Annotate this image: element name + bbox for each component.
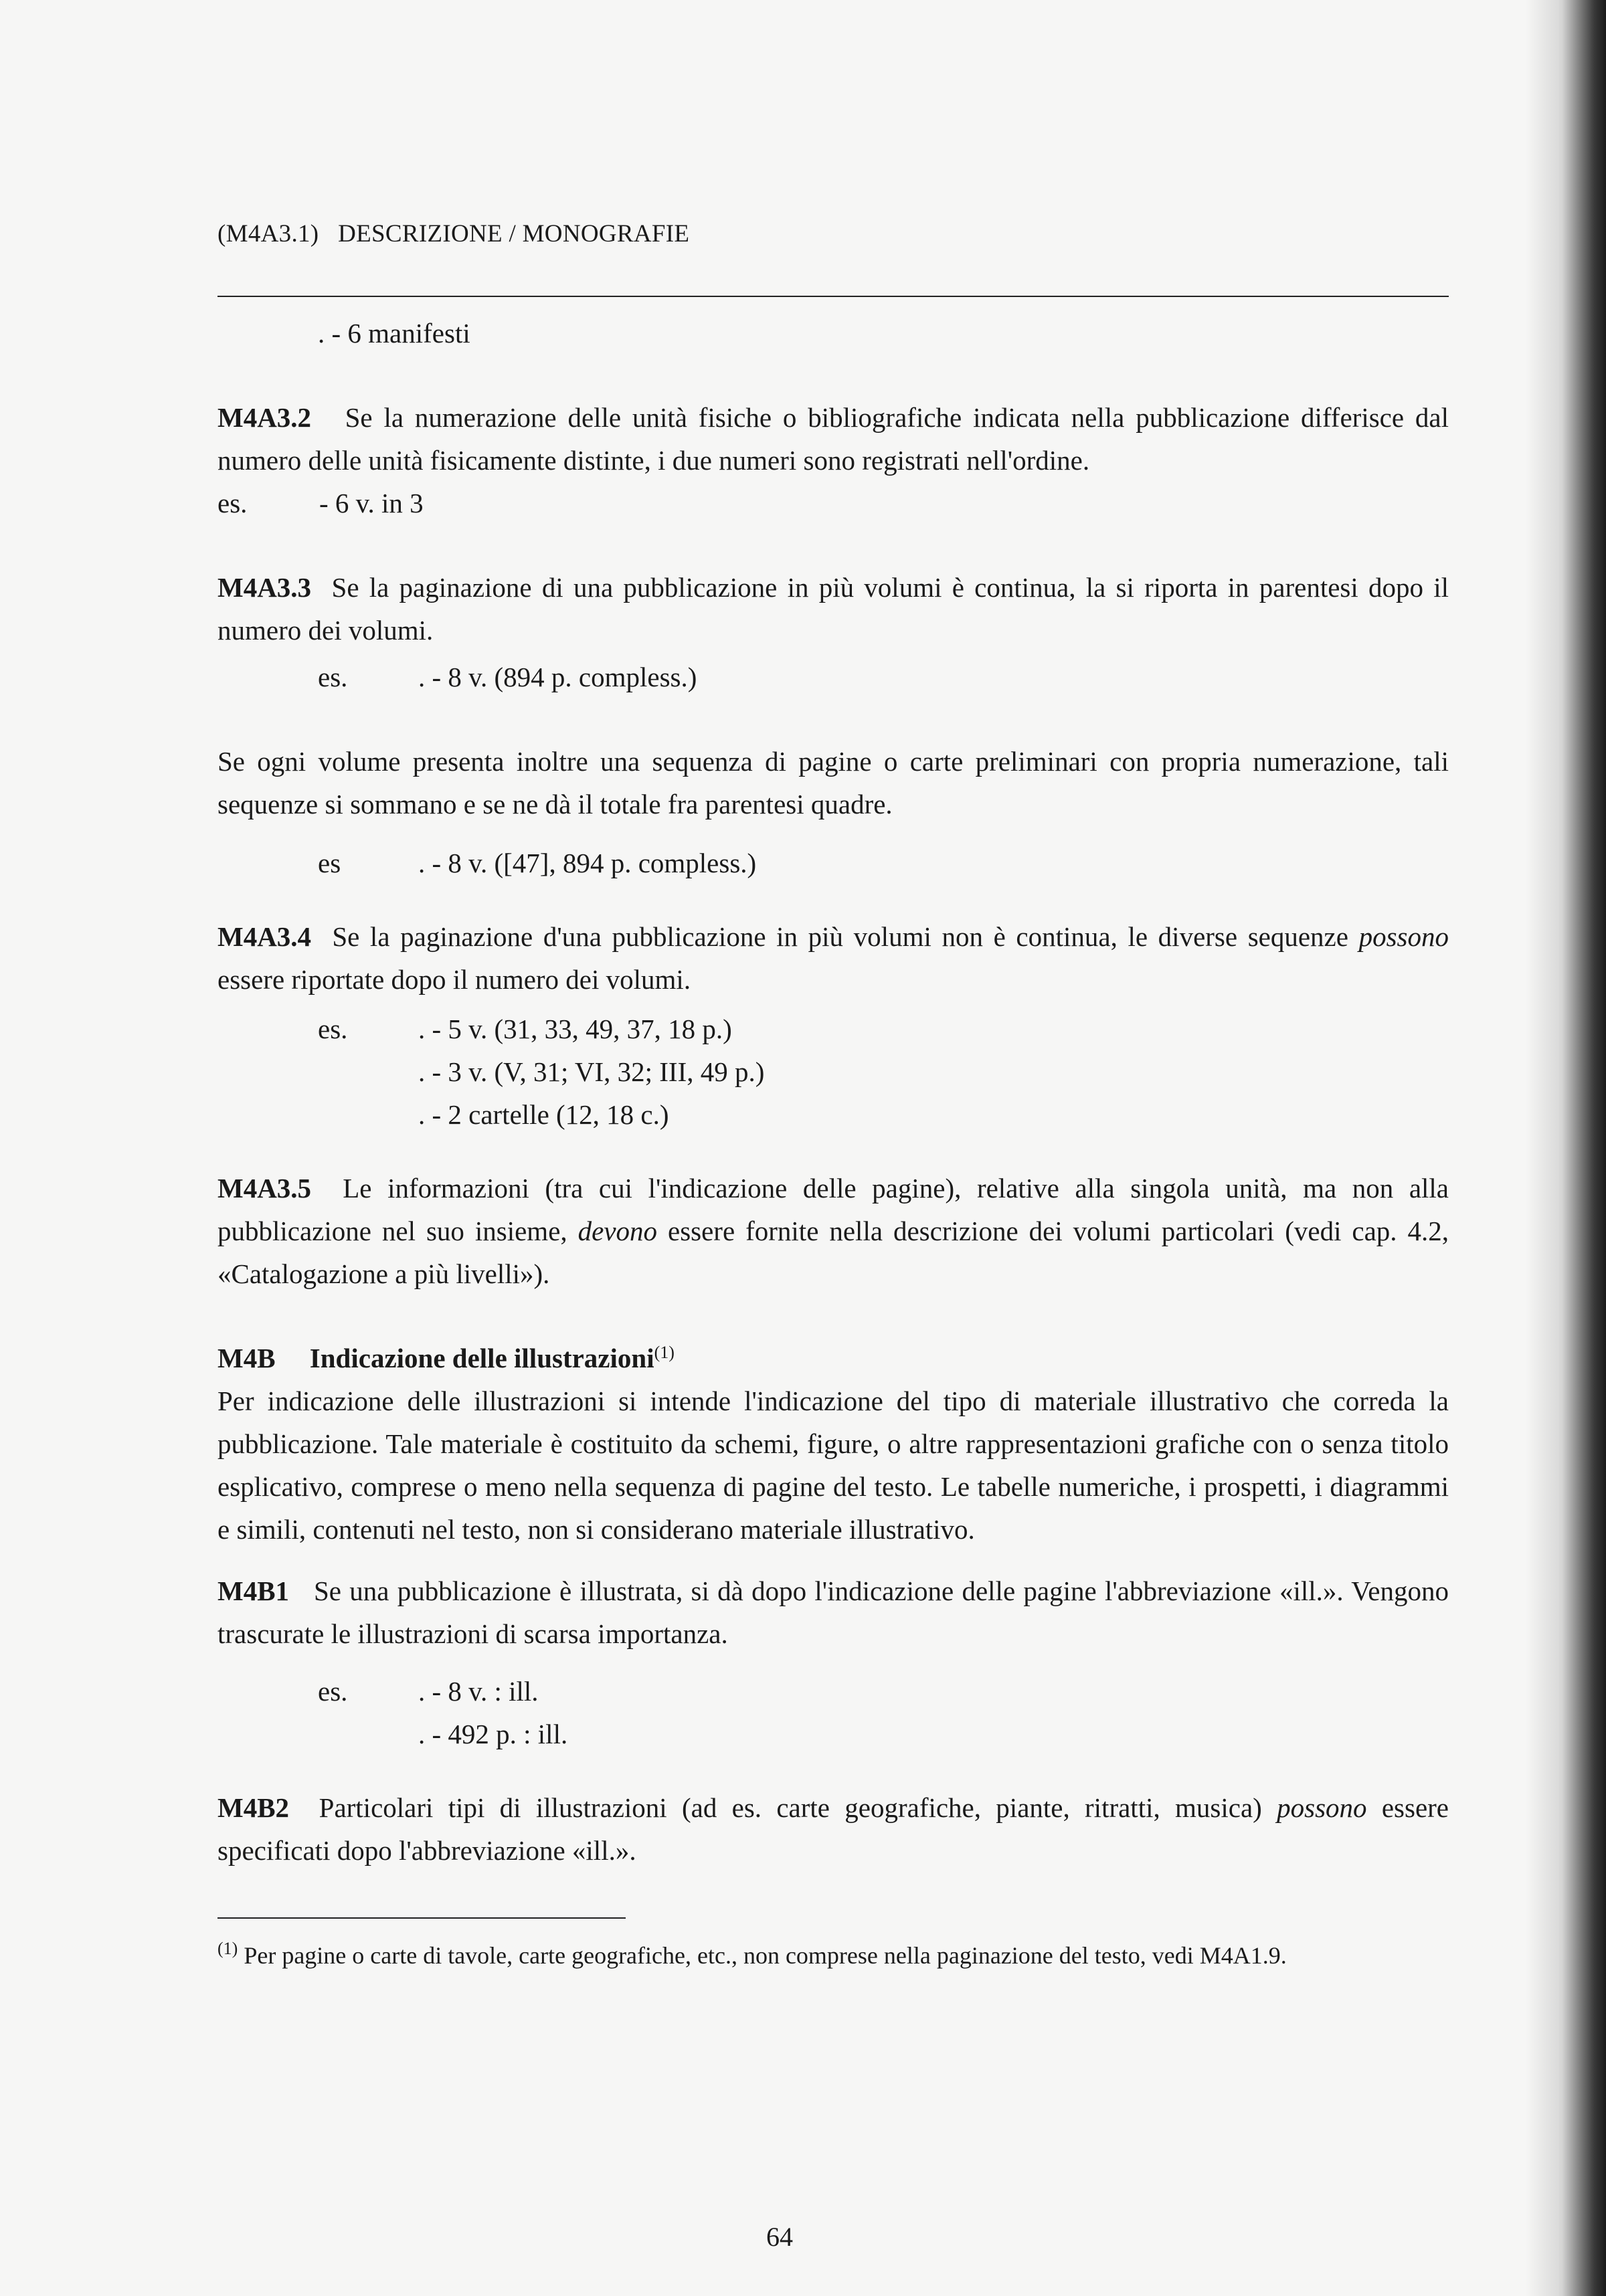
header-title: DESCRIZIONE / MONOGRAFIE xyxy=(338,220,690,248)
paragraph-m4b2 xyxy=(217,1786,1449,1872)
paragraph-text: Le informazioni (tra cui l'indicazione delle pagine), relative alla singola unità, ma non alla pubblicazione nel suo insieme, xyxy=(217,1173,1449,1246)
example-line: . - 3 v. (V, 31; VI, 32; III, 49 p.) xyxy=(418,1056,765,1087)
example-row xyxy=(217,482,1449,524)
paragraph-text: essere fornite nella descrizione dei volumi particolari (vedi cap. 4.2, «Catalogazione a più livelli»). xyxy=(217,1216,1449,1289)
paragraph-text: Se la numerazione delle unità fisiche o bibliografiche indicata nella pubblicazione differisce dal numero delle unità fisicamente distinte, i due numeri sono registrati nell'ordine. xyxy=(217,402,1449,476)
example-value: . - 8 v. : ill. xyxy=(418,1676,539,1707)
example-line: . - 492 p. : ill. xyxy=(418,1719,568,1749)
section-heading-m4b xyxy=(217,1337,1449,1379)
emphasis-text: possono xyxy=(1358,921,1449,952)
example-label: es. xyxy=(318,1676,348,1707)
example-row xyxy=(217,1008,1449,1050)
section-code: M4A3.5 xyxy=(217,1173,312,1204)
paragraph-m4b1 xyxy=(217,1569,1449,1655)
example-label: es. xyxy=(318,1014,348,1044)
paragraph-text-continued: Se ogni volume presenta inoltre una sequenza di pagine o carte preliminari con propria numerazione, tali sequenze si sommano e se ne dà il totale fra parentesi quadre. xyxy=(217,746,1449,820)
footnote-reference: (1) xyxy=(654,1343,675,1362)
paragraph-text: Se una pubblicazione è illustrata, si dà dopo l'indicazione delle pagine l'abbreviazione «ill.». Vengono trascurate le illustrazioni di scarsa importanza. xyxy=(217,1575,1449,1649)
paragraph-m4a3-3 xyxy=(217,566,1449,652)
footnote xyxy=(217,1936,1449,1975)
example-label: es. xyxy=(217,488,248,518)
example-label: es xyxy=(318,848,341,878)
header-rule xyxy=(217,296,1449,297)
example-label: es. xyxy=(318,662,348,692)
example-line: . - 2 cartelle (12, 18 c.) xyxy=(418,1099,669,1130)
paragraph-text: Se la paginazione di una pubblicazione in più volumi è continua, la si riporta in parentesi dopo il numero dei volumi. xyxy=(217,572,1449,646)
footnote-marker: (1) xyxy=(217,1939,238,1958)
example-line: . - 6 manifesti xyxy=(318,318,470,349)
paragraph-text: essere specificati dopo l'abbreviazione «ill.». xyxy=(217,1792,1449,1866)
paragraph-text: Particolari tipi di illustrazioni (ad es. carte geografiche, piante, ritratti, musica) xyxy=(319,1792,1262,1823)
section-code: M4A3.3 xyxy=(217,572,312,603)
section-code: M4A3.2 xyxy=(217,402,312,433)
paragraph-m4b: Per indicazione delle illustrazioni si intende l'indicazione del tipo di materiale illustrativo che correda la pubblicazione. Tale materiale è costituito da schemi, figure, o altre rappresentazioni grafiche con o senza titolo esplicativo, comprese o meno nella sequenza di pagine del testo. Le tabelle numeriche, i prospetti, i diagrammi e simili, contenuti nel testo, non si considerano materiale illustrativo. xyxy=(217,1385,1449,1545)
example-value: . - 8 v. ([47], 894 p. compless.) xyxy=(418,848,757,878)
paragraph-m4a3-2 xyxy=(217,396,1449,482)
example-value: . - 5 v. (31, 33, 49, 37, 18 p.) xyxy=(418,1014,732,1044)
section-code: M4B1 xyxy=(217,1575,290,1606)
section-title: Indicazione delle illustrazioni xyxy=(309,1343,654,1373)
footnote-text: Per pagine o carte di tavole, carte geografiche, etc., non comprese nella paginazione del testo, vedi M4A1.9. xyxy=(244,1942,1287,1969)
scan-edge-shadow xyxy=(1526,0,1606,2296)
example-value: - 6 v. in 3 xyxy=(319,488,424,518)
section-code: M4B2 xyxy=(217,1792,290,1823)
paragraph-text: essere riportate dopo il numero dei volumi. xyxy=(217,964,691,995)
emphasis-text: possono xyxy=(1277,1792,1367,1823)
paragraph-text: Se la paginazione d'una pubblicazione in più volumi non è continua, le diverse sequenze xyxy=(332,921,1348,952)
footnote-rule xyxy=(217,1917,626,1919)
example-row xyxy=(217,656,1449,698)
paragraph-m4a3-5 xyxy=(217,1167,1449,1295)
page-content xyxy=(217,214,1449,1975)
paragraph-m4a3-4 xyxy=(217,915,1449,1001)
section-code: M4A3.4 xyxy=(217,921,312,952)
example-value: . - 8 v. (894 p. compless.) xyxy=(418,662,697,692)
example-row xyxy=(217,842,1449,884)
emphasis-text: devono xyxy=(577,1216,658,1246)
header-code: (M4A3.1) xyxy=(217,220,319,248)
page-number: 64 xyxy=(766,2222,793,2252)
section-code: M4B xyxy=(217,1343,276,1373)
running-header xyxy=(217,214,1449,254)
example-row xyxy=(217,1670,1449,1713)
